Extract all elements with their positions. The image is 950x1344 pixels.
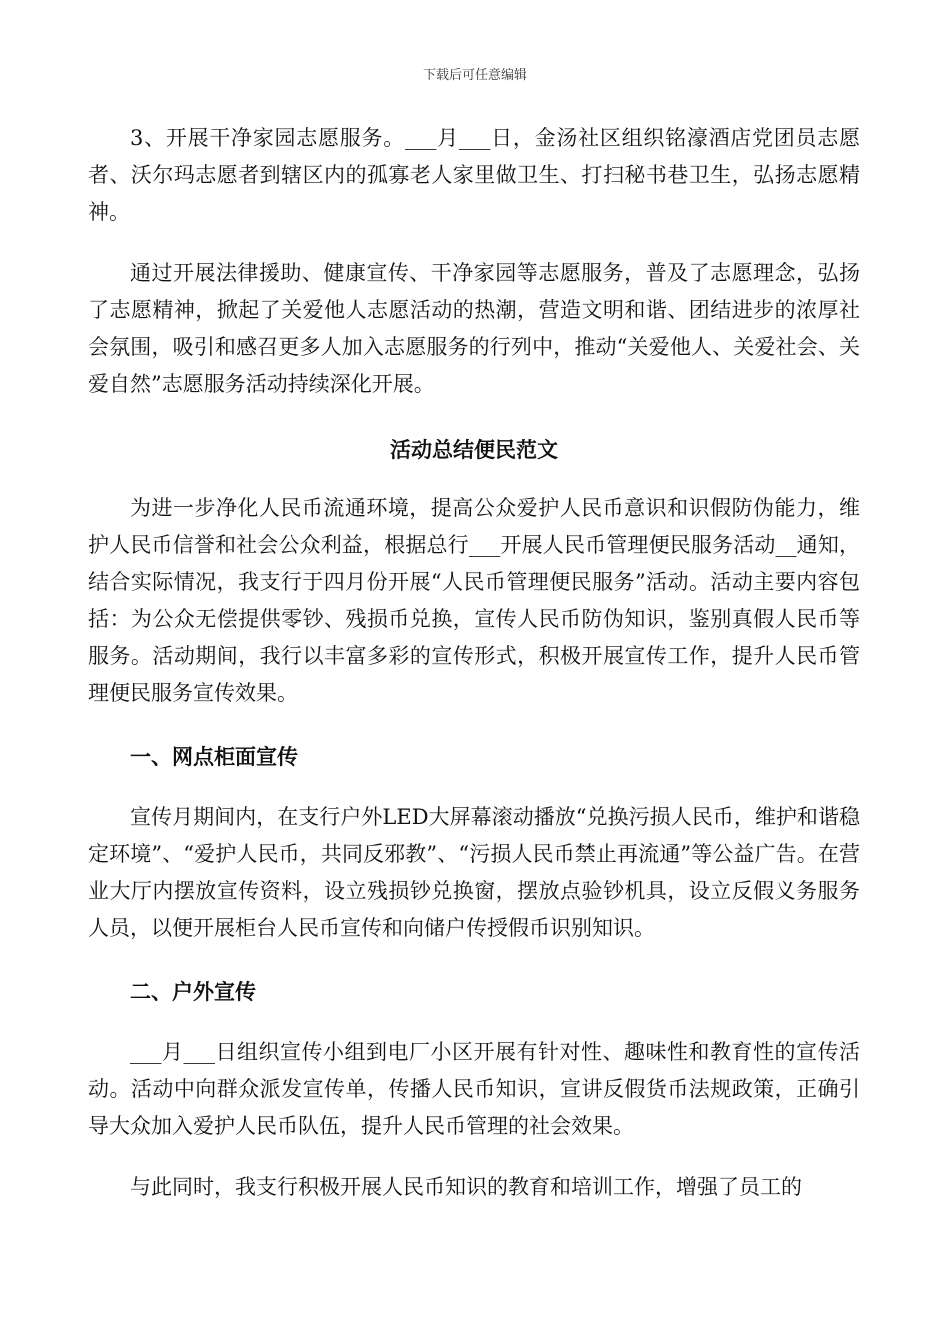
paragraph-volunteer-service: 3、开展干净家园志愿服务。___月___日，金汤社区组织铭濠酒店党团员志愿者、沃尔玛志愿者到辖区内的孤寡老人家里做卫生、打扫秘书巷卫生，弘扬志愿精神。 — [88, 126, 860, 224]
paragraph-outdoor-publicity: ___月___日组织宣传小组到电厂小区开展有针对性、趣味性和教育性的宣传活动。活动中向群众派发宣传单，传播人民币知识，宣讲反假货币法规政策，正确引导大众加入爱护人民币队伍，提升人民币管理的社会效果。 — [88, 1040, 860, 1138]
heading-counter-publicity: 一、网点柜面宣传 — [130, 744, 298, 769]
heading-outdoor-publicity: 二、户外宣传 — [130, 979, 256, 1004]
paragraph-counter-publicity: 宣传月期间内，在支行户外LED大屏幕滚动播放“兑换污损人民币，维护和谐稳定环境”、“爱护人民币，共同反邪教”、“污损人民币禁止再流通”等公益广告。在营业大厅内摆放宣传资料，设立残损钞兑换窗，摆放点验钞机具，设立反假义务服务人员，以便开展柜台人民币宣传和向储户传授假币识别知识。 — [88, 805, 860, 940]
paragraph-closing: 与此同时，我支行积极开展人民币知识的教育和培训工作，增强了员工的 — [130, 1175, 802, 1199]
section-title: 活动总结便民范文 — [390, 437, 558, 462]
paragraph-intro: 为进一步净化人民币流通环境，提高公众爱护人民币意识和识假防伪能力，维护人民币信誉和社会公众利益，根据总行___开展人民币管理便民服务活动__通知，结合实际情况，我支行于四月份开展“人民币管理便民服务”活动。活动主要内容包括：为公众无偿提供零钞、残损币兑换，宣传人民币防伪知识，鉴别真假人民币等服务。活动期间，我行以丰富多彩的宣传形式，积极开展宣传工作，提升人民币管理便民服务宣传效果。 — [88, 496, 860, 705]
header-note: 下载后可任意编辑 — [422, 68, 527, 83]
paragraph-volunteer-summary: 通过开展法律援助、健康宣传、干净家园等志愿服务，普及了志愿理念，弘扬了志愿精神，掀起了关爱他人志愿活动的热潮，营造文明和谐、团结进步的浓厚社会氛围，吸引和感召更多人加入志愿服务的行列中，推动“关爱他人、关爱社会、关爱自然”志愿服务活动持续深化开展。 — [88, 261, 860, 396]
document-body — [88, 120, 860, 1206]
